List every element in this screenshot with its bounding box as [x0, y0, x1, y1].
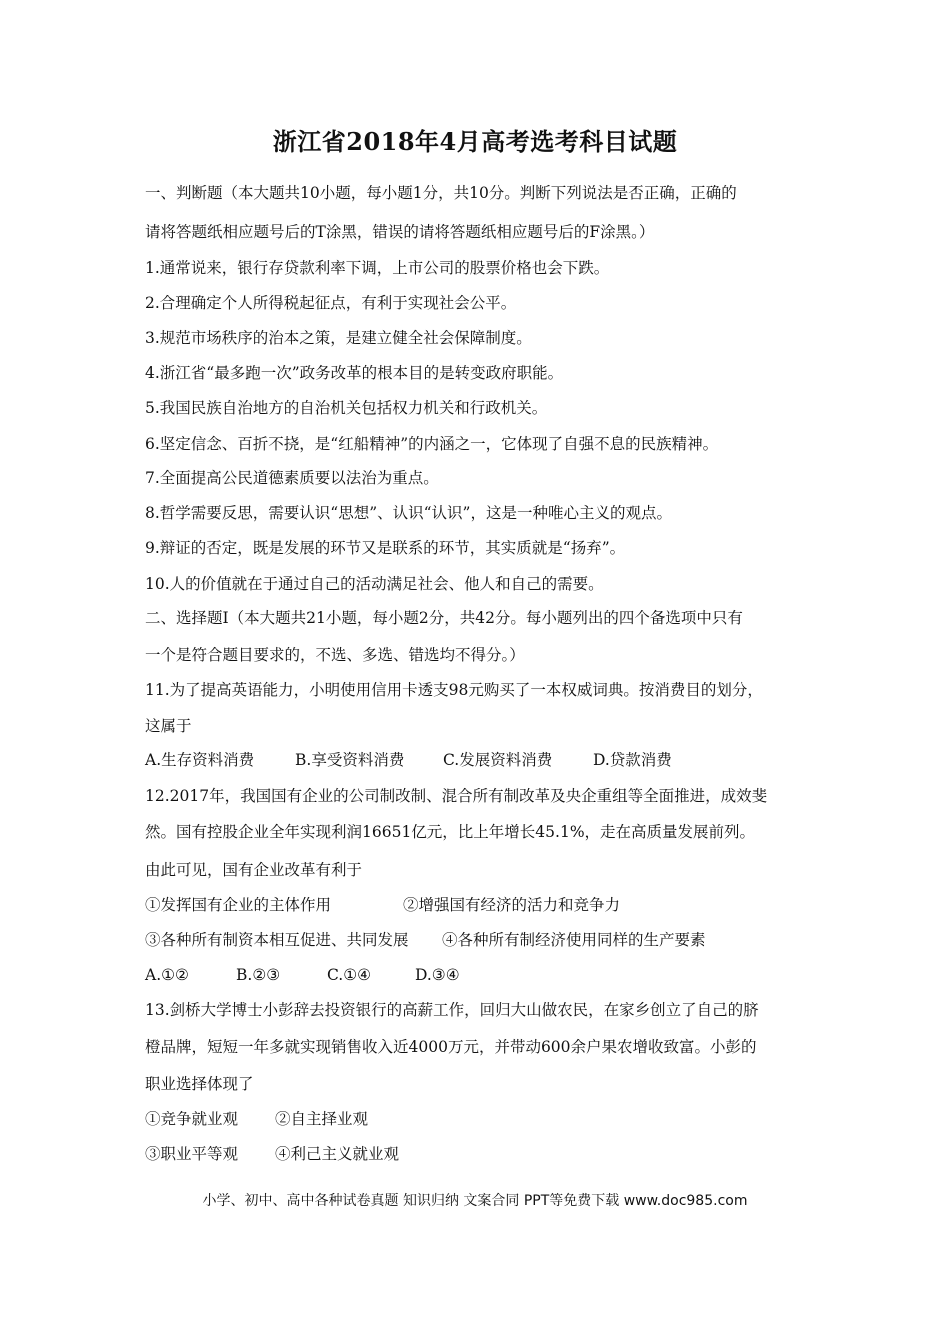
q13-stem-line1: 13.剑桥大学博士小彭辞去投资银行的高薪工作，回归大山做农民，在家乡创立了自己的脐	[145, 1001, 759, 1019]
q11-option-d: D.贷款消费	[593, 751, 672, 769]
judgment-item-10: 10.人的价值就在于通过自己的活动满足社会、他人和自己的需要。	[145, 575, 604, 593]
judgment-item-8: 8.哲学需要反思，需要认识“思想”、认识“认识”，这是一种唯心主义的观点。	[145, 504, 672, 522]
q12-option-c: C.①④	[327, 966, 372, 984]
judgment-item-3: 3.规范市场秩序的治本之策，是建立健全社会保障制度。	[145, 329, 532, 347]
section2-heading-line2: 一个是符合题目要求的，不选、多选、错选均不得分。）	[145, 646, 525, 664]
page-footer: 小学、初中、高中各种试卷真题 知识归纳 文案合同 PPT等免费下载 www.doc985.com	[202, 1193, 748, 1209]
section1-heading-line1: 一、判断题（本大题共10小题，每小题1分，共10分。判断下列说法是否正确，正确的	[145, 184, 737, 202]
judgment-item-9: 9.辩证的否定，既是发展的环节又是联系的环节，其实质就是“扬弃”。	[145, 539, 626, 557]
q11-option-b: B.享受资料消费	[295, 751, 405, 769]
q11-stem-line2: 这属于	[145, 717, 192, 735]
q13-statement-3: ③职业平等观	[145, 1145, 239, 1163]
q13-stem-line3: 职业选择体现了	[145, 1075, 254, 1093]
q13-statement-4: ④利己主义就业观	[275, 1145, 400, 1163]
judgment-item-7: 7.全面提高公民道德素质要以法治为重点。	[145, 469, 439, 487]
section2-heading-line1: 二、选择题Ⅰ（本大题共21小题，每小题2分，共42分。每小题列出的四个备选项中只有	[145, 609, 743, 627]
q11-option-c: C.发展资料消费	[443, 751, 553, 769]
q13-statement-1: ①竞争就业观	[145, 1110, 239, 1128]
q12-statement-3: ③各种所有制资本相互促进、共同发展	[145, 931, 409, 949]
judgment-item-4: 4.浙江省“最多跑一次”政务改革的根本目的是转变政府职能。	[145, 364, 564, 382]
judgment-item-2: 2.合理确定个人所得税起征点，有利于实现社会公平。	[145, 294, 517, 312]
q12-option-b: B.②③	[236, 966, 281, 984]
page-title: 浙江省2018年4月高考选考科目试题	[272, 127, 678, 156]
q12-option-a: A.①②	[145, 966, 189, 984]
q12-statement-1: ①发挥国有企业的主体作用	[145, 896, 332, 914]
q11-stem-line1: 11.为了提高英语能力，小明使用信用卡透支98元购买了一本权威词典。按消费目的划分，	[145, 681, 763, 699]
q11-option-a: A.生存资料消费	[145, 751, 255, 769]
q12-stem-line1: 12.2017年，我国国有企业的公司制改制、混合所有制改革及央企重组等全面推进，成效斐	[145, 787, 768, 805]
q12-statement-2: ②增强国有经济的活力和竞争力	[403, 896, 621, 914]
q12-statement-4: ④各种所有制经济使用同样的生产要素	[442, 931, 706, 949]
judgment-item-1: 1.通常说来，银行存贷款利率下调，上市公司的股票价格也会下跌。	[145, 259, 610, 277]
q12-stem-line2: 然。国有控股企业全年实现利润16651亿元，比上年增长45.1%，走在高质量发展前列。	[145, 823, 756, 841]
q12-option-d: D.③④	[415, 966, 460, 984]
q12-stem-line3: 由此可见，国有企业改革有利于	[145, 861, 363, 879]
judgment-item-5: 5.我国民族自治地方的自治机关包括权力机关和行政机关。	[145, 399, 548, 417]
section1-heading-line2: 请将答题纸相应题号后的T涂黑，错误的请将答题纸相应题号后的F涂黑。）	[145, 223, 655, 241]
q13-stem-line2: 橙品牌，短短一年多就实现销售收入近4000万元，并带动600余户果农增收致富。小彭的	[145, 1038, 757, 1056]
judgment-item-6: 6.坚定信念、百折不挠，是“红船精神”的内涵之一，它体现了自强不息的民族精神。	[145, 435, 719, 453]
q13-statement-2: ②自主择业观	[275, 1110, 369, 1128]
